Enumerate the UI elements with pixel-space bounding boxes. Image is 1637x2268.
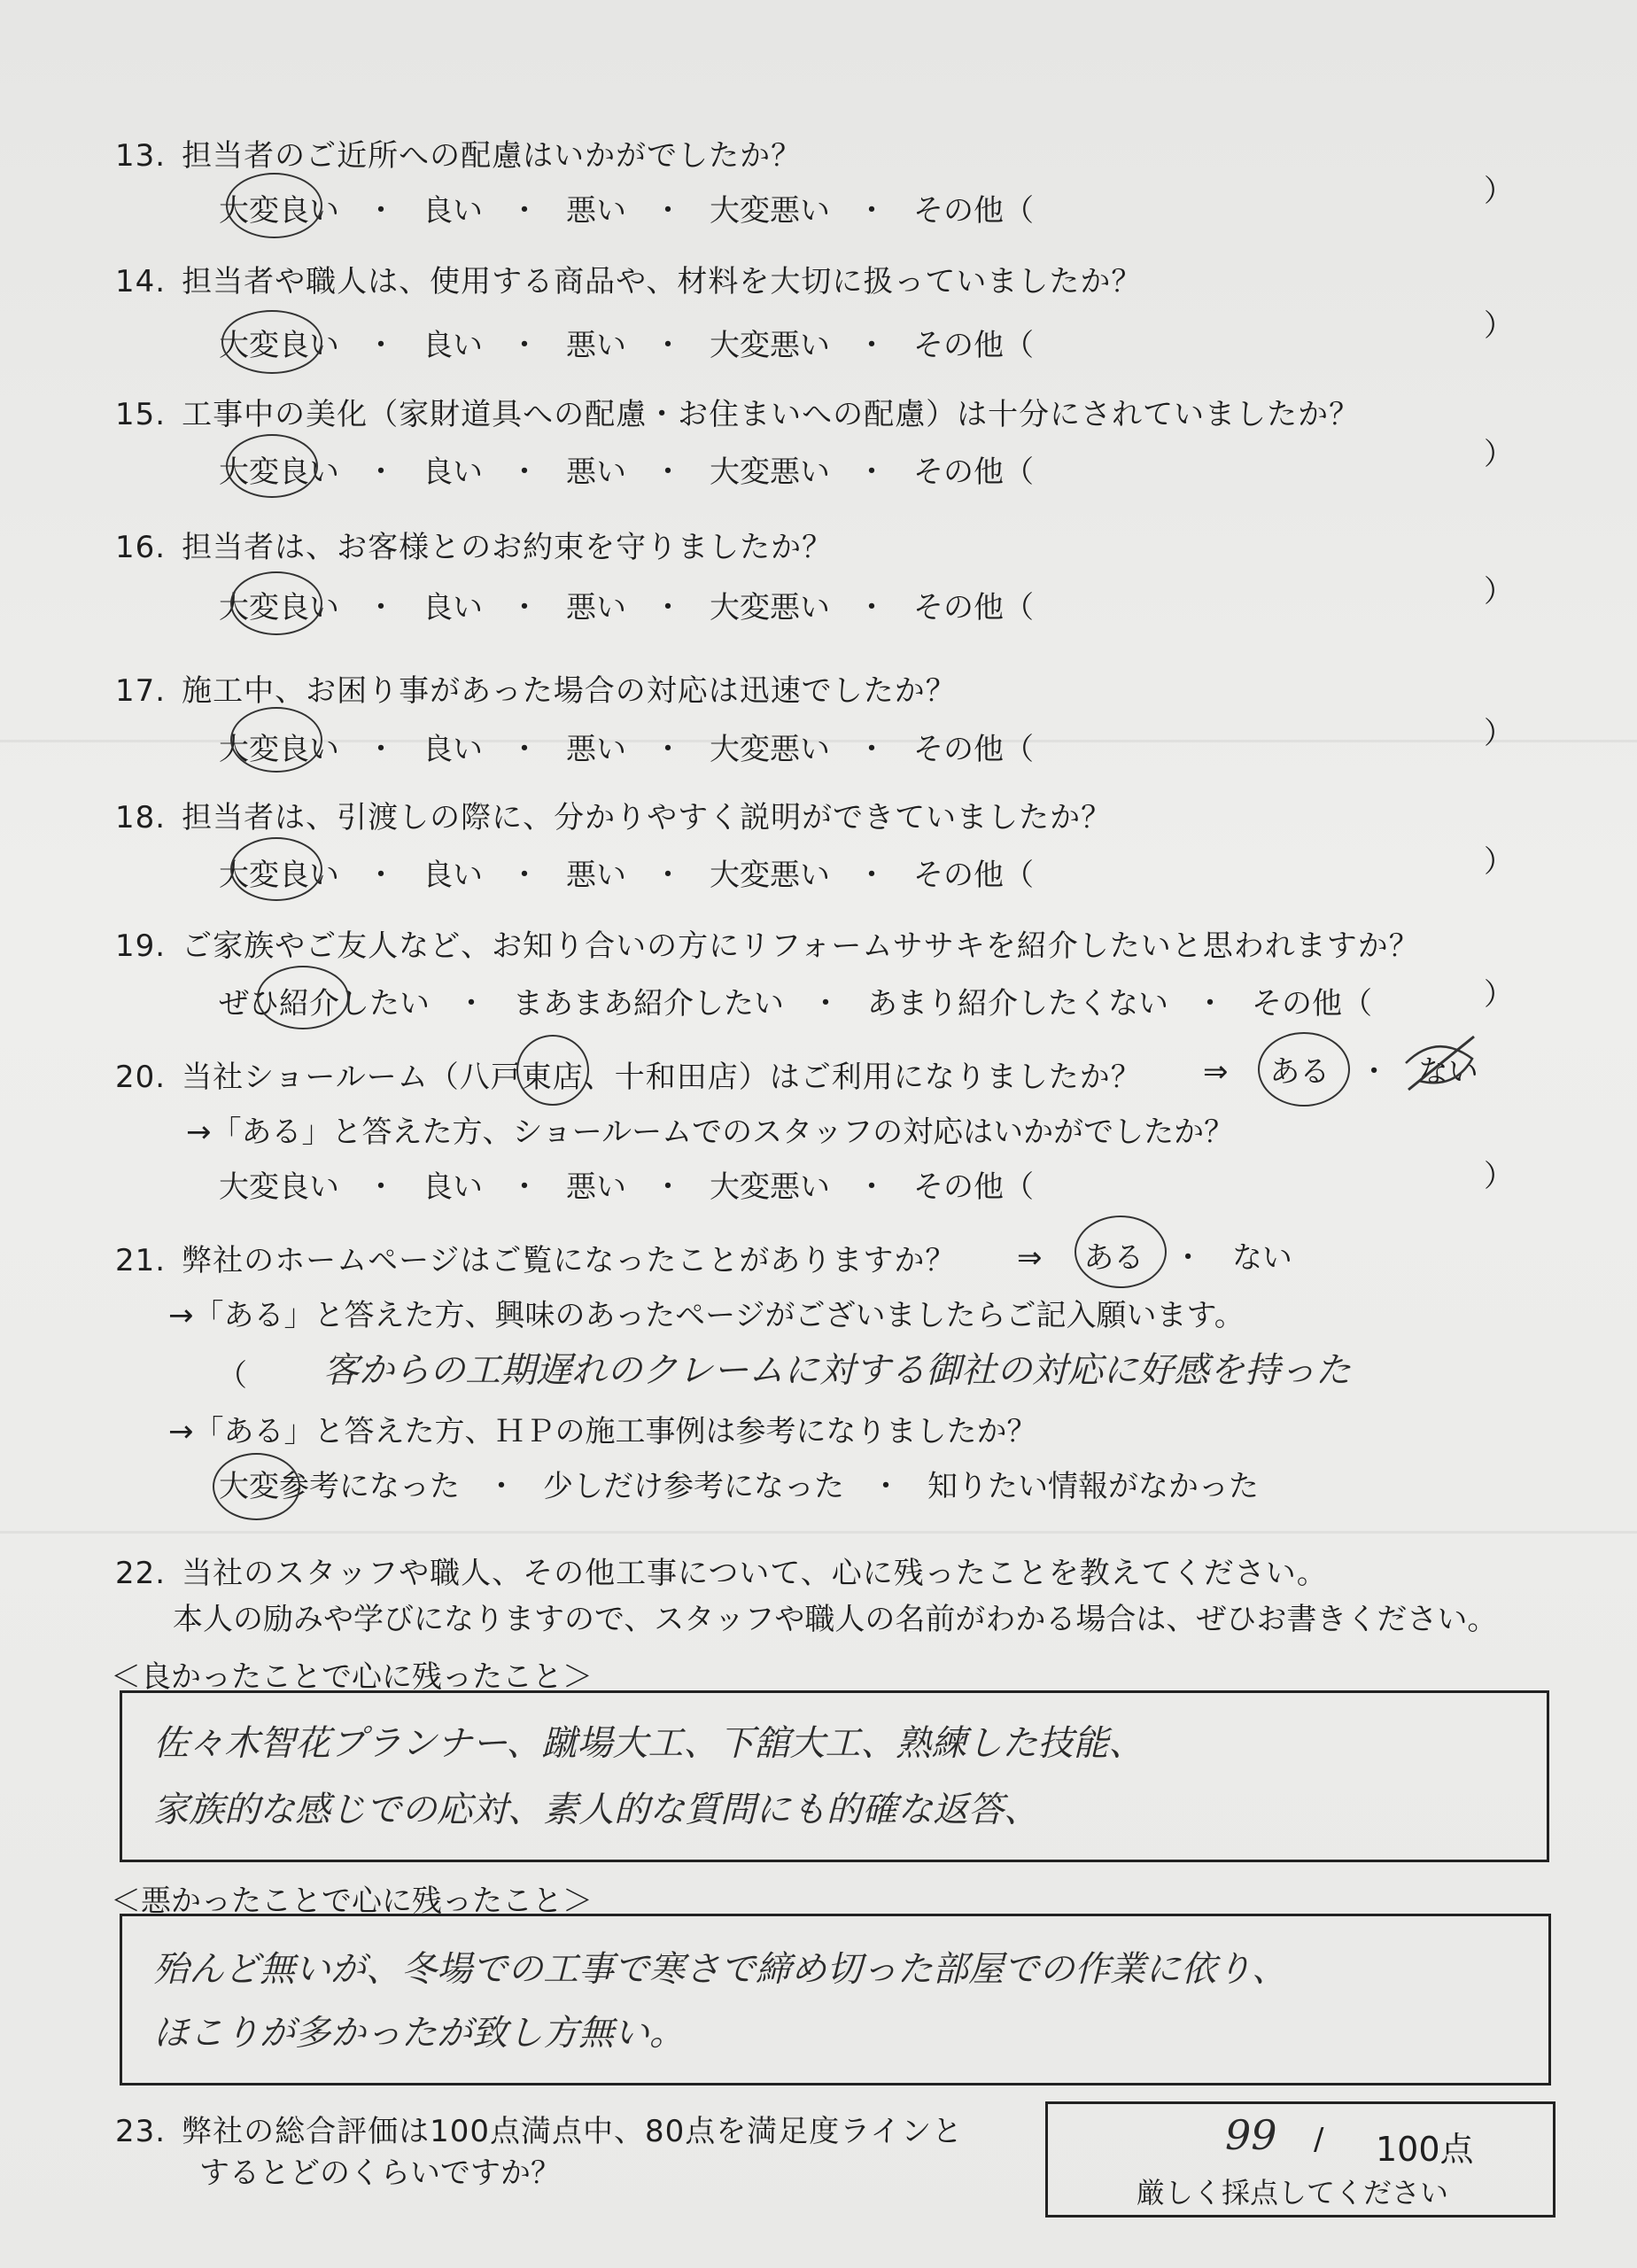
score-max: 100点: [1376, 2130, 1474, 2169]
option-somewhat-recommend[interactable]: まあまあ紹介したい: [513, 986, 784, 1021]
option-other[interactable]: その他（: [913, 193, 1034, 229]
option-very-good[interactable]: 大変良い: [219, 1169, 339, 1205]
question-text: 弊社のホームページはご覧になったことがありますか？: [182, 1243, 957, 1278]
question-22: [115, 1549, 1328, 1592]
arrow: ⇒: [1017, 1240, 1043, 1276]
option-other[interactable]: その他（: [913, 732, 1034, 767]
option-very-good[interactable]: 大変良い: [219, 590, 339, 625]
close-paren: ）: [1484, 308, 1514, 344]
close-paren: ）: [1484, 844, 1514, 880]
question-18: [115, 793, 1112, 836]
q20-followup: →「ある」と答えた方、ショールームでのスタッフの対応はいかがでしたか？: [186, 1115, 1235, 1150]
question-number: 15.: [115, 397, 167, 432]
good-memories-box[interactable]: [120, 1690, 1549, 1862]
question-text: 担当者は、引渡しの際に、分かりやすく説明ができていましたか？: [182, 800, 1113, 835]
option-slightly-helpful[interactable]: 少しだけ参考になった: [543, 1469, 844, 1504]
rating-options-18: 大変良い ・ 良い ・ 悪い ・ 大変悪い ・ その他（: [219, 850, 1034, 894]
option-not-helpful[interactable]: 知りたい情報がなかった: [927, 1469, 1259, 1504]
option-very-good[interactable]: 大変良い: [219, 454, 339, 490]
selection-circle: [1075, 1216, 1167, 1288]
option-good[interactable]: 良い: [423, 858, 483, 893]
option-very-bad[interactable]: 大変悪い: [710, 1169, 830, 1205]
close-paren: ）: [1484, 1159, 1514, 1194]
question-19: [115, 921, 1420, 965]
good-memories-line-1: 佐々木智花プランナー、蹴場大工、下舘大工、熟練した技能、: [153, 1723, 1144, 1764]
option-yes[interactable]: ある: [1083, 1240, 1144, 1276]
q21-followup-1: →「ある」と答えた方、興味のあったページがございましたらご記入願います。: [168, 1298, 1245, 1333]
recommend-options-19: ぜひ紹介したい ・ まあまあ紹介したい ・ あまり紹介したくない ・ その他（: [219, 979, 1372, 1022]
question-number: 20.: [115, 1060, 167, 1095]
option-bad[interactable]: 悪い: [566, 732, 626, 767]
close-paren: ）: [1484, 716, 1514, 751]
option-good[interactable]: 良い: [423, 590, 483, 625]
rating-options-20: 大変良い ・ 良い ・ 悪い ・ 大変悪い ・ その他（: [219, 1162, 1034, 1206]
rating-options-13: 大変良い ・ 良い ・ 悪い ・ 大変悪い ・ その他（: [219, 186, 1034, 229]
rating-options-17: 大変良い ・ 良い ・ 悪い ・ 大変悪い ・ その他（: [219, 725, 1034, 768]
option-other[interactable]: その他（: [913, 590, 1034, 625]
option-other[interactable]: その他（: [913, 454, 1034, 490]
question-number: 19.: [115, 928, 167, 964]
strike-mark: [1401, 1028, 1481, 1099]
option-bad[interactable]: 悪い: [566, 193, 626, 229]
selection-circle: [226, 434, 318, 498]
score-box[interactable]: [1045, 2101, 1556, 2218]
option-good[interactable]: 良い: [423, 454, 483, 490]
reference-options-21: 大変参考になった ・ 少しだけ参考になった ・ 知りたい情報がなかった: [219, 1462, 1259, 1505]
selection-circle: [213, 1453, 300, 1520]
question-17: [115, 666, 957, 710]
open-paren: （: [217, 1358, 247, 1394]
option-bad[interactable]: 悪い: [566, 858, 626, 893]
good-memories-heading: ＜良かったことで心に残ったこと＞: [111, 1659, 593, 1695]
question-number: 16.: [115, 530, 167, 565]
option-very-good[interactable]: 大変良い: [219, 193, 339, 229]
arrow: ⇒: [1203, 1054, 1229, 1090]
rating-options-14: 大変良い ・ 良い ・ 悪い ・ 大変悪い ・ その他（: [219, 321, 1034, 364]
option-very-helpful[interactable]: 大変参考になった: [219, 1469, 460, 1504]
question-number: 13.: [115, 138, 167, 174]
question-number: 22.: [115, 1556, 167, 1591]
selection-circle: [516, 1035, 589, 1106]
option-bad[interactable]: 悪い: [566, 590, 626, 625]
question-text: 担当者のご近所への配慮はいかがでしたか？: [182, 138, 803, 174]
close-paren: ）: [1484, 174, 1514, 209]
option-no[interactable]: ない: [1231, 1240, 1292, 1276]
option-yes[interactable]: ある: [1269, 1054, 1331, 1090]
option-very-bad[interactable]: 大変悪い: [710, 193, 830, 229]
question-text: 当社ショールーム（八戸東店、十和田店）はご利用になりましたか？: [182, 1060, 1142, 1095]
question-number: 21.: [115, 1243, 167, 1278]
option-very-bad[interactable]: 大変悪い: [710, 590, 830, 625]
option-bad[interactable]: 悪い: [566, 454, 626, 490]
option-very-bad[interactable]: 大変悪い: [710, 328, 830, 363]
score-slash: /: [1314, 2122, 1324, 2157]
selection-circle: [230, 837, 322, 901]
question-16: [115, 523, 833, 566]
selection-circle: [230, 571, 322, 635]
rating-options-15: 大変良い ・ 良い ・ 悪い ・ 大変悪い ・ その他（: [219, 447, 1034, 491]
bad-memories-line-1: 殆んど無いが、冬場での工事で寒さで締め切った部屋での作業に依り、: [153, 1949, 1287, 1990]
option-good[interactable]: 良い: [423, 1169, 483, 1205]
selection-circle: [1258, 1032, 1350, 1107]
question-number: 17.: [115, 673, 167, 709]
option-good[interactable]: 良い: [423, 732, 483, 767]
question-14: [115, 257, 1142, 300]
question-text: ご家族やご友人など、お知り合いの方にリフォームササキを紹介したいと思われますか？: [182, 928, 1420, 964]
option-very-good[interactable]: 大変良い: [219, 328, 339, 363]
option-very-good[interactable]: 大変良い: [219, 732, 339, 767]
question-23: [115, 2107, 963, 2150]
option-other[interactable]: その他（: [913, 328, 1034, 363]
question-number: 23.: [115, 2114, 167, 2149]
question-21: [115, 1236, 956, 1279]
bad-memories-box[interactable]: [120, 1914, 1551, 2085]
bad-memories-heading: ＜悪かったことで心に残ったこと＞: [111, 1884, 593, 1919]
q21-followup-2: →「ある」と答えた方、ＨＰの施工事例は参考になりましたか？: [168, 1414, 1037, 1449]
question-text: 施工中、お困り事があった場合の対応は迅速でしたか？: [182, 673, 957, 709]
bad-memories-line-2: ほこりが多かったが致し方無い。: [153, 2013, 685, 2054]
option-other[interactable]: その他（: [913, 1169, 1034, 1205]
question-20: [115, 1052, 1142, 1096]
question-number: 18.: [115, 800, 167, 835]
question-text: 担当者は、お客様とのお約束を守りましたか？: [182, 530, 834, 565]
selection-circle: [221, 310, 322, 374]
q21-yes-no: ⇒ ある ・ ない: [1017, 1240, 1292, 1276]
option-very-bad[interactable]: 大変悪い: [710, 858, 830, 893]
good-memories-line-2: 家族的な感じでの応対、素人的な質問にも的確な返答、: [153, 1790, 1039, 1830]
question-text: 担当者や職人は、使用する商品や、材料を大切に扱っていましたか？: [182, 264, 1143, 299]
option-other[interactable]: その他（: [1252, 986, 1372, 1021]
option-bad[interactable]: 悪い: [566, 328, 626, 363]
option-no[interactable]: ない: [1417, 1054, 1478, 1090]
close-paren: ）: [1484, 574, 1514, 610]
close-paren: ）: [1484, 977, 1514, 1013]
option-very-good[interactable]: 大変良い: [219, 858, 339, 893]
selection-circle: [226, 173, 322, 238]
rating-options-16: 大変良い ・ 良い ・ 悪い ・ 大変悪い ・ その他（: [219, 583, 1034, 626]
option-rather-not-recommend[interactable]: あまり紹介したくない: [867, 986, 1168, 1021]
option-bad[interactable]: 悪い: [566, 1169, 626, 1205]
q20-yes-no: ⇒ ある ・ ない: [1203, 1054, 1478, 1090]
option-good[interactable]: 良い: [423, 193, 483, 229]
option-good[interactable]: 良い: [423, 328, 483, 363]
q22-instruction: 本人の励みや学びになりますので、スタッフや職人の名前がわかる場合は、ぜひお書きください。: [173, 1602, 1498, 1637]
option-definitely-recommend[interactable]: ぜひ紹介したい: [219, 986, 430, 1021]
score-note: 厳しく採点してください: [1137, 2176, 1449, 2210]
selection-circle: [257, 966, 349, 1029]
option-very-bad[interactable]: 大変悪い: [710, 454, 830, 490]
question-text: 弊社の総合評価は100点満点中、80点を満足度ラインと: [182, 2114, 964, 2149]
handwritten-score: 99: [1225, 2111, 1277, 2159]
question-13: [115, 131, 802, 175]
handwritten-answer-21: 客からの工期遅れのクレームに対する御社の対応に好感を持った: [323, 1350, 1351, 1391]
question-15: [115, 390, 1360, 433]
question-number: 14.: [115, 264, 167, 299]
q23-line-2: するとどのくらいですか？: [199, 2155, 561, 2191]
close-paren: ）: [1484, 437, 1514, 472]
option-very-bad[interactable]: 大変悪い: [710, 732, 830, 767]
selection-circle: [230, 707, 322, 773]
question-text: 工事中の美化（家財道具への配慮・お住まいへの配慮）は十分にされていましたか？: [182, 397, 1361, 432]
option-other[interactable]: その他（: [913, 858, 1034, 893]
question-text: 当社のスタッフや職人、その他工事について、心に残ったことを教えてください。: [182, 1556, 1328, 1591]
